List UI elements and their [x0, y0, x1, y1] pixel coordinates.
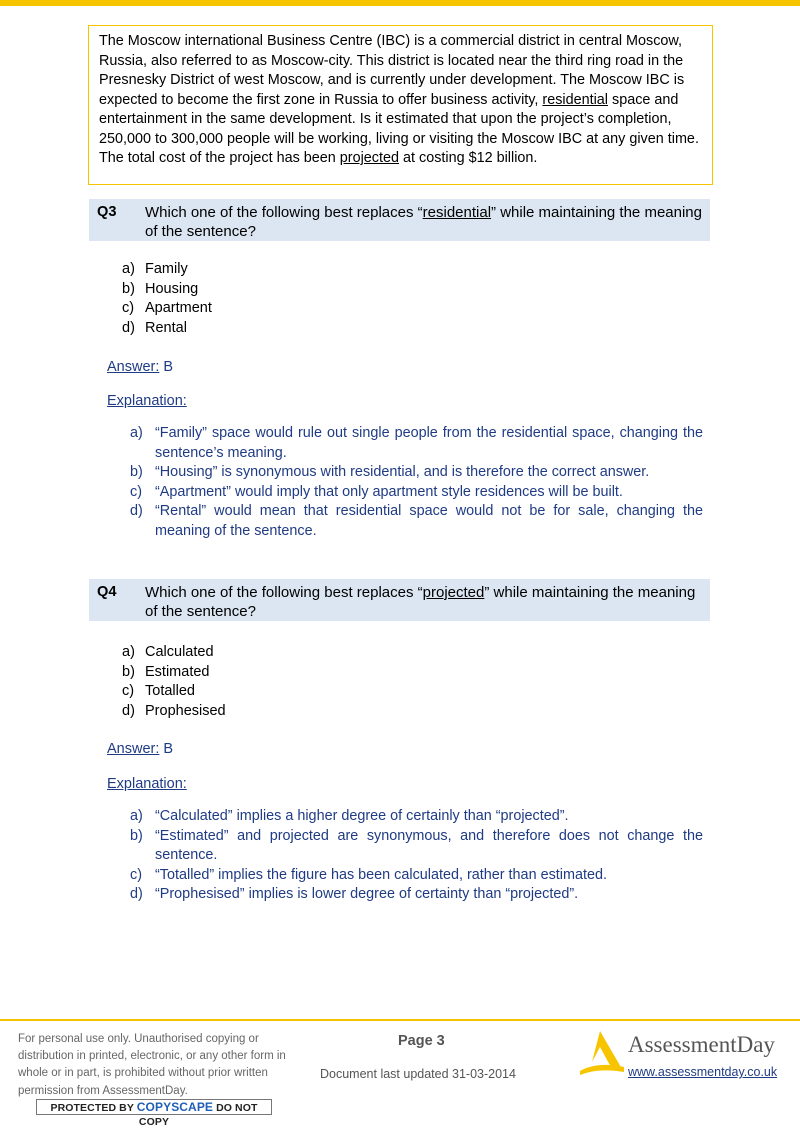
option-item	[122, 702, 226, 722]
option-text: Housing	[145, 280, 199, 297]
option-item	[122, 299, 212, 319]
question-number: Q4	[97, 584, 117, 600]
option-letter: d)	[122, 702, 135, 719]
explanation-text: “Prophesised” implies is lower degree of certainty than “projected”.	[155, 886, 579, 903]
explanation-text: “Estimated” and projected are synonymous, and therefore does not change the sentence.	[155, 827, 703, 864]
passage-text: space and entertainment in the same development. Is it estimated that upon the project’s completion, 250,000 to 300,000 people will be working, living or visiting the Moscow IBC at any given time. The total cost of the project has been	[99, 91, 699, 166]
option-letter: a)	[122, 261, 135, 277]
answer-q4	[107, 741, 173, 757]
explanation-letter: b)	[130, 827, 143, 844]
option-item	[122, 319, 212, 339]
explanation-item	[130, 827, 703, 866]
explanation-list-q4	[130, 807, 703, 905]
question-text	[145, 203, 705, 241]
passage-term-residential: residential	[542, 91, 609, 108]
option-item	[122, 643, 226, 663]
option-letter: a)	[122, 644, 135, 660]
option-letter: b)	[122, 280, 135, 297]
website-link[interactable]: www.assessmentday.co.uk	[628, 1065, 778, 1079]
explanation-item	[130, 885, 703, 905]
question-number: Q3	[97, 204, 117, 220]
explanation-text: “Family” space would rule out single people from the residential space, changing the sentence’s meaning.	[155, 425, 703, 461]
brand-name: AssessmentDay	[628, 1032, 775, 1057]
document-updated-date: Document last updated 31-03-2014	[320, 1067, 516, 1081]
passage-text: at costing $12 billion.	[399, 150, 538, 166]
options-list-q4	[122, 643, 226, 721]
answer-value: B	[159, 359, 174, 375]
passage-term-projected: projected	[339, 150, 399, 166]
answer-label: Answer:	[107, 741, 160, 757]
passage-box	[88, 25, 713, 185]
option-text: Rental	[145, 319, 187, 336]
option-item	[122, 280, 212, 300]
footer-divider	[0, 1019, 800, 1021]
option-letter: b)	[122, 663, 135, 680]
question-header-q3	[89, 199, 710, 241]
question-header-q4	[89, 579, 710, 621]
option-text: Totalled	[145, 683, 195, 700]
explanation-text: “Apartment” would imply that only apartment style residences will be built.	[155, 483, 623, 500]
option-text: Calculated	[145, 644, 214, 660]
explanation-letter: d)	[130, 886, 143, 903]
explanation-text: “Rental” would mean that residential space would not be for sale, changing the meaning of the sentence.	[155, 503, 703, 539]
options-list-q3	[122, 260, 212, 338]
question-text-part: Which one of the following best replaces “	[145, 584, 423, 601]
question-text-part: ” while maintaining the meaning of the sentence?	[145, 204, 702, 240]
passage-text: The Moscow international Business Centre (IBC) is a commercial district in central Moscow, Russia, also referred to as Moscow-city. This district is located near the third ring road in the Presnesky District of west Moscow, and is currently under development. The Moscow IBC is expected to become the first zone in Russia to offer business activity,	[99, 33, 685, 108]
option-text: Prophesised	[145, 702, 226, 719]
copyscape-brand: COPYSCAPE	[136, 1100, 214, 1114]
question-text-part: Which one of the following best replaces “	[145, 204, 423, 221]
question-term: residential	[422, 204, 492, 221]
option-item	[122, 260, 212, 280]
top-accent-bar	[0, 0, 800, 6]
option-text: Estimated	[145, 663, 210, 680]
explanation-heading-q4: Explanation:	[107, 776, 187, 792]
explanation-item	[130, 866, 703, 886]
option-letter: c)	[122, 300, 135, 317]
question-text-part: ” while maintaining the meaning of the sentence?	[145, 584, 696, 620]
explanation-item	[130, 502, 703, 541]
option-item	[122, 663, 226, 683]
explanation-heading-q3: Explanation:	[107, 393, 187, 409]
option-letter: d)	[122, 319, 135, 336]
explanation-item	[130, 483, 703, 503]
explanation-list-q3	[130, 424, 703, 542]
question-term: projected	[422, 584, 485, 601]
explanation-text: “Calculated” implies a higher degree of certainly than “projected”.	[155, 808, 569, 824]
explanation-item	[130, 424, 703, 463]
answer-value: B	[159, 741, 174, 757]
option-item	[122, 682, 226, 702]
explanation-letter: b)	[130, 464, 143, 481]
option-letter: c)	[122, 683, 135, 700]
explanation-text: “Totalled” implies the figure has been calculated, rather than estimated.	[155, 866, 607, 883]
explanation-letter: a)	[130, 808, 143, 824]
explanation-letter: c)	[130, 866, 142, 883]
assessmentday-logo-icon	[578, 1029, 626, 1075]
explanation-letter: a)	[130, 425, 143, 441]
answer-label: Answer:	[107, 359, 160, 375]
copyscape-pre: PROTECTED BY	[50, 1102, 137, 1114]
question-text	[145, 583, 705, 621]
explanation-item	[130, 463, 703, 483]
option-text: Family	[145, 261, 188, 277]
explanation-item	[130, 807, 703, 827]
explanation-letter: c)	[130, 483, 142, 500]
option-text: Apartment	[145, 300, 212, 317]
explanation-text: “Housing” is synonymous with residential, and is therefore the correct answer.	[155, 464, 650, 481]
copyscape-badge[interactable]	[36, 1099, 272, 1128]
copyscape-post: DO NOT COPY	[138, 1102, 258, 1128]
answer-q3	[107, 359, 173, 375]
page-number: Page 3	[398, 1033, 445, 1049]
copyright-note: For personal use only. Unauthorised copying or distribution in printed, electronic, or any other form in whole or in part, is prohibited without prior written permission from AssessmentDay.	[18, 1033, 286, 1097]
explanation-letter: d)	[130, 503, 143, 520]
